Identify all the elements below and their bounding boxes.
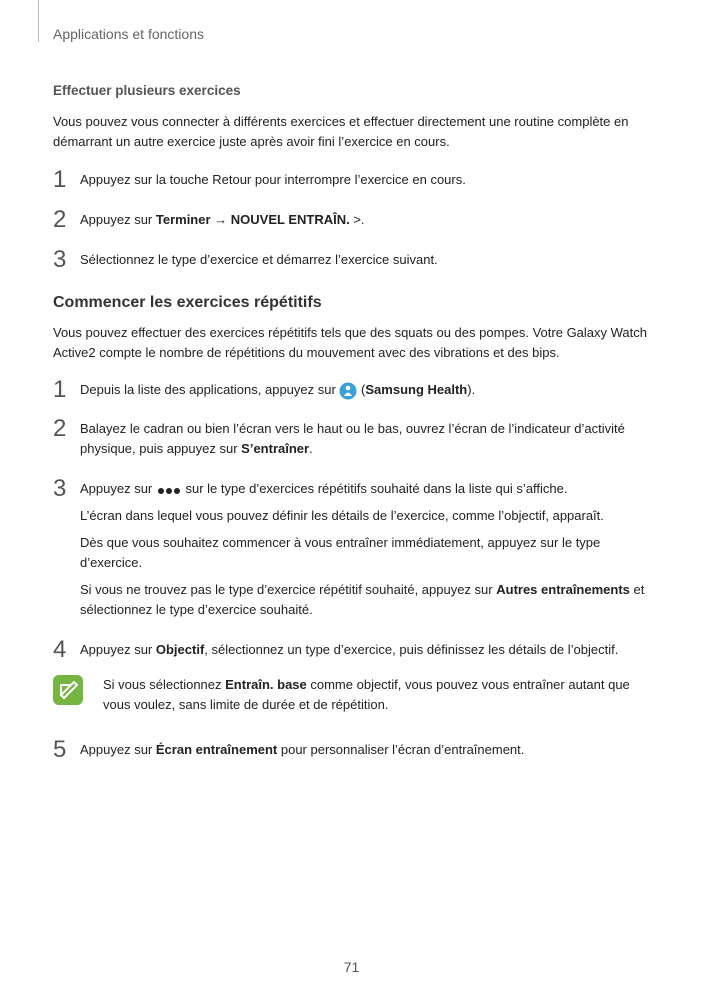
- step-5: [53, 736, 653, 763]
- step-number: 5: [53, 736, 67, 763]
- step-2: [53, 415, 653, 459]
- section-heading-multiple-exercises: Effectuer plusieurs exercices: [53, 83, 241, 98]
- step-number: 1: [53, 376, 67, 403]
- ui-term-s-entrainer: S’entraîner: [241, 441, 310, 456]
- page-number: 71: [343, 959, 360, 975]
- text-run: Appuyez sur: [80, 742, 156, 757]
- step-2: [53, 206, 653, 233]
- text-run: Si vous sélectionnez: [103, 677, 226, 692]
- page-edge-rule: [38, 0, 39, 42]
- step-number: 2: [53, 206, 67, 233]
- step-text: [80, 479, 653, 499]
- step-text: [80, 210, 653, 230]
- section-intro: Vous pouvez effectuer des exercices répétitifs tels que des squats ou des pompes. Votre Galaxy Watch Active2 compte le nombre de répétitions du mouvement avec des vibrations et des bips.: [53, 325, 647, 360]
- step-text: [80, 740, 653, 760]
- ui-term-nouvel-entrain: NOUVEL ENTRAÎN.: [230, 212, 350, 227]
- note-pencil-icon: [53, 675, 83, 705]
- text-run: (: [357, 382, 366, 397]
- step-3: [53, 246, 653, 273]
- ui-term-autres-entrainements: Autres entraînements: [496, 582, 630, 597]
- step-text: [80, 640, 653, 660]
- ui-term-objectif: Objectif: [155, 642, 205, 657]
- section-intro: Vous pouvez vous connecter à différents exercices et effectuer directement une routine complète en démarrant un autre exercice juste après avoir fini l’exercice en cours.: [53, 114, 629, 149]
- ui-term-ecran-entrainement: Écran entraînement: [155, 742, 278, 757]
- step-text: [80, 380, 653, 400]
- step-1: [53, 376, 653, 403]
- text-run: .: [309, 441, 313, 456]
- step-detail-paragraph: [80, 580, 653, 620]
- step-number: 3: [53, 475, 67, 502]
- step-4: [53, 636, 653, 663]
- step-text: Sélectionnez le type d’exercice et démarrez l’exercice suivant.: [80, 252, 438, 267]
- more-options-icon: [156, 484, 182, 496]
- step-detail-paragraph: L’écran dans lequel vous pouvez définir les détails de l’exercice, comme l’objectif, apparaît.: [80, 508, 604, 523]
- text-run: Balayez le cadran ou bien l’écran vers le haut ou le bas, ouvrez l’écran de l’indicateur d’activité physique, puis appuyez sur: [80, 421, 625, 456]
- text-run: sur le type d’exercices répétitifs souhaité dans la liste qui s’affiche.: [181, 481, 568, 496]
- section-heading-repetitive-exercises: Commencer les exercices répétitifs: [53, 294, 322, 311]
- text-run: et sélectionnez le type d’exercice souhaité.: [80, 582, 645, 617]
- step-text: [80, 419, 653, 459]
- text-run: Appuyez sur: [80, 212, 156, 227]
- step-text: Appuyez sur la touche Retour pour interrompre l’exercice en cours.: [80, 172, 466, 187]
- running-header: Applications et fonctions: [53, 26, 204, 42]
- step-number: 1: [53, 166, 67, 193]
- step-number: 3: [53, 246, 67, 273]
- ui-term-terminer: Terminer: [155, 212, 211, 227]
- text-run: , sélectionnez un type d’exercice, puis définissez les détails de l’objectif.: [204, 642, 619, 657]
- note-box: [53, 675, 653, 715]
- text-run: Si vous ne trouvez pas le type d’exercice répétitif souhaité, appuyez sur: [80, 582, 497, 597]
- page-content: [53, 83, 653, 763]
- step-number: 4: [53, 636, 67, 663]
- samsung-health-icon: [339, 382, 357, 400]
- text-run: >.: [349, 212, 365, 227]
- text-run: Appuyez sur: [80, 481, 156, 496]
- ui-term-samsung-health: Samsung Health: [365, 382, 468, 397]
- text-run: Appuyez sur: [80, 642, 156, 657]
- text-run: comme objectif, vous pouvez vous entraîner autant que vous voulez, sans limite de durée et de répétition.: [103, 677, 630, 712]
- step-3: [53, 475, 653, 620]
- step-1: [53, 166, 653, 193]
- note-text: [103, 675, 653, 715]
- text-run: Depuis la liste des applications, appuyez sur: [80, 382, 340, 397]
- ui-term-entrain-base: Entraîn. base: [225, 677, 307, 692]
- text-run: pour personnaliser l’écran d’entraînement.: [277, 742, 525, 757]
- text-run: ).: [467, 382, 476, 397]
- step-number: 2: [53, 415, 67, 442]
- arrow-text: →: [210, 212, 231, 227]
- step-detail-paragraph: Dès que vous souhaitez commencer à vous entraîner immédiatement, appuyez sur le type d’exercice.: [80, 535, 601, 570]
